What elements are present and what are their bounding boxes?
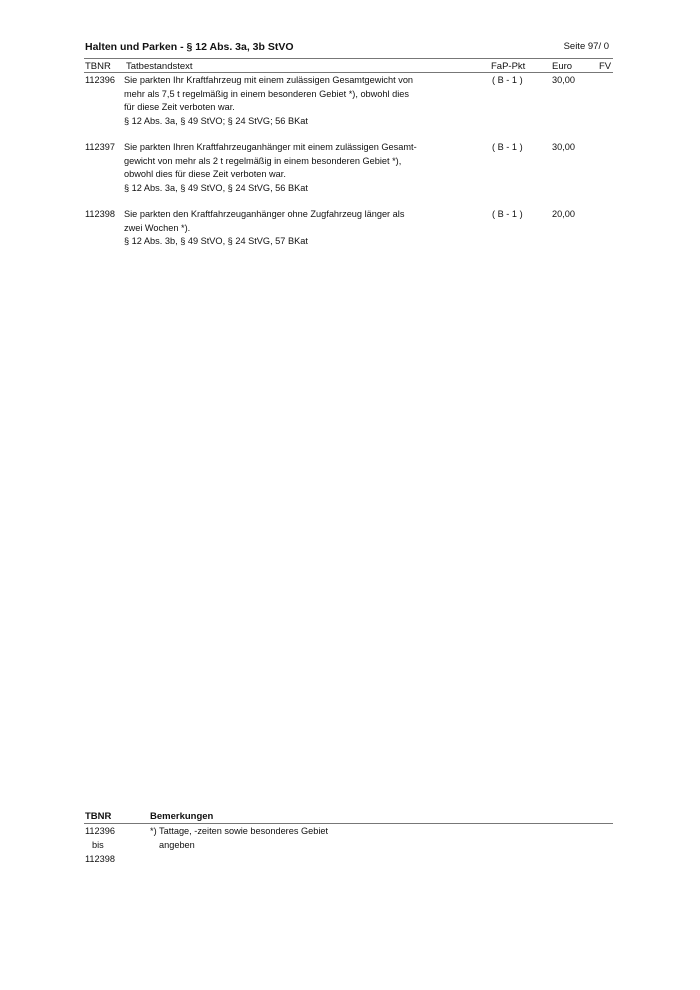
- col-header-fv: FV: [599, 61, 612, 72]
- remarks-line-1: *) Tattage, -zeiten sowie besonderes Gebiet: [150, 826, 329, 836]
- remarks-header-tbnr: TBNR: [85, 811, 112, 822]
- col-header-euro: Euro: [552, 61, 573, 72]
- row-text-line: Sie parkten Ihren Kraftfahrzeuganhänger mit einem zulässigen Gesamt-: [124, 142, 417, 152]
- row-euro: 30,00: [552, 142, 575, 152]
- col-header-fap: FaP-Pkt: [491, 61, 526, 72]
- row-legal-reference: § 12 Abs. 3a, § 49 StVO; § 24 StVG; 56 BKat: [124, 115, 308, 126]
- row-text-line: für diese Zeit verboten war.: [124, 102, 235, 112]
- remarks-header-text: Bemerkungen: [150, 811, 214, 822]
- header-rule-bottom: [84, 72, 613, 73]
- remarks-range-from: 112396: [85, 826, 115, 836]
- remarks-range-to: 112398: [85, 854, 115, 864]
- remarks-range-word: bis: [92, 840, 104, 850]
- row-tbnr: 112398: [85, 209, 115, 219]
- row-text: [124, 141, 454, 195]
- row-legal-reference: § 12 Abs. 3b, § 49 StVO, § 24 StVG, 57 BKat: [124, 236, 308, 246]
- remarks-line-2: angeben: [159, 840, 195, 850]
- page-number: Seite 97/ 0: [563, 41, 609, 52]
- row-legal-reference: § 12 Abs. 3a, § 49 StVO, § 24 StVG, 56 BKat: [124, 182, 308, 193]
- row-text-line: gewicht von mehr als 2 t regelmäßig in einem besonderen Gebiet *),: [124, 155, 402, 166]
- row-text: [124, 208, 454, 249]
- row-text-line: Sie parkten Ihr Kraftfahrzeug mit einem zulässigen Gesamtgewicht von: [124, 75, 414, 85]
- row-text-line: Sie parkten den Kraftfahrzeuganhänger ohne Zugfahrzeug länger als: [124, 209, 405, 219]
- col-header-text: Tatbestandstext: [126, 61, 193, 72]
- row-text-line: obwohl dies für diese Zeit verboten war.: [124, 169, 286, 179]
- header-rule-top: [84, 58, 613, 59]
- row-fap-points: ( B - 1 ): [492, 209, 523, 219]
- row-tbnr: 112396: [85, 75, 115, 85]
- row-text-line: mehr als 7,5 t regelmäßig in einem besonderen Gebiet *), obwohl dies: [124, 88, 409, 99]
- row-text-line: zwei Wochen *).: [124, 222, 191, 233]
- col-header-tbnr: TBNR: [85, 61, 111, 72]
- row-text: [124, 74, 454, 128]
- row-euro: 20,00: [552, 209, 575, 219]
- row-fap-points: ( B - 1 ): [492, 75, 523, 85]
- row-euro: 30,00: [552, 75, 575, 85]
- row-tbnr: 112397: [85, 142, 115, 152]
- row-fap-points: ( B - 1 ): [492, 142, 523, 152]
- page-title: Halten und Parken - § 12 Abs. 3a, 3b StVO: [85, 41, 294, 53]
